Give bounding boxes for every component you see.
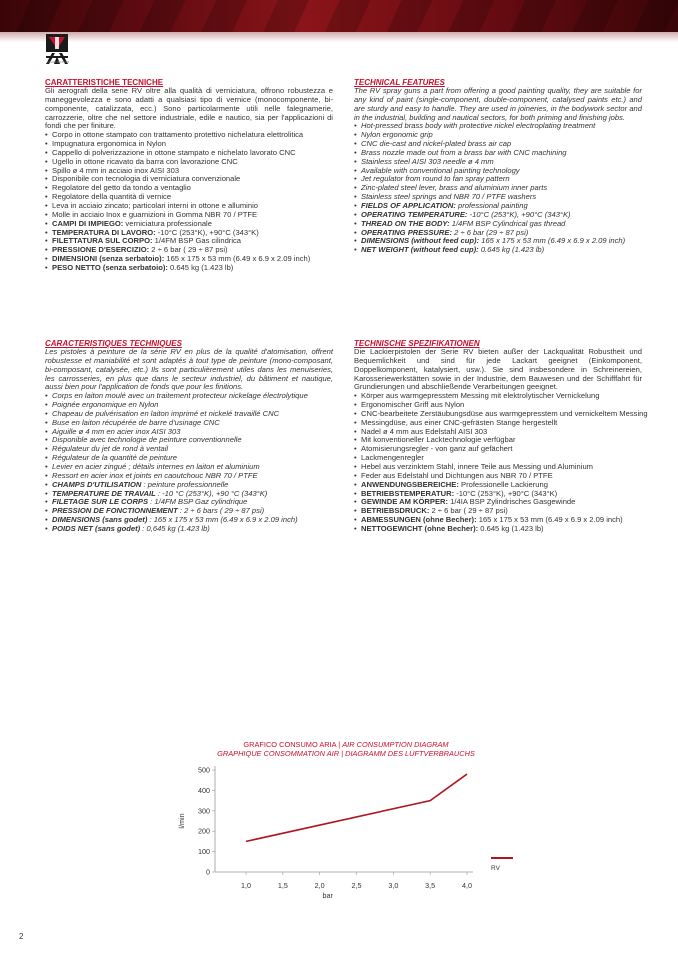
- list-item: • Leva in acciaio zincato; particolari interni in ottone e alluminio: [45, 202, 333, 211]
- list-item: • Stainless steel AISI 303 needle ø 4 mm: [354, 158, 642, 167]
- spec-label: PESO NETTO (senza serbatoio):: [52, 262, 168, 272]
- spec-label: OPERATING PRESSURE:: [361, 227, 452, 237]
- chart-title: [200, 740, 492, 749]
- feature-list: [45, 392, 333, 534]
- spec-label: CHAMPS D'UTILISATION: [52, 479, 142, 489]
- list-item: • Chapeau de pulvérisation en laiton imprimé et nickelé travaillé CNC: [45, 410, 333, 419]
- spec-label: PRESSIONE D'ESERCIZIO:: [52, 245, 150, 255]
- spec-value: 165 x 175 x 53 mm (6.49 x 6.9 x 2.09 inch): [476, 515, 623, 525]
- list-item: • Corps en laiton moulé avec un traitement protecteur nickelage électrolytique: [45, 392, 333, 401]
- spec-label: TEMPERATURE DE TRAVAIL: [52, 488, 156, 498]
- section-intro: Gli aerografi della serie RV oltre alla qualità di verniciatura, offrono robustezza e maneggevolezza e sono adatti a qualsiasi tipo di vernice (monocomponente, bi-componente, catalizzata, ecc.) Sono particolarmente utili nelle falegnamerie, carrozzerie, oltre che nel settore industriale, edile e nautico, sia per l'applicazioni di fondi che per finiture.: [45, 86, 333, 131]
- section-title: CARATTERISTICHE TECNICHE: [45, 78, 164, 87]
- spec-value: Professionelle Lackierung: [458, 479, 548, 489]
- list-item: • Ressort en acier inox et joints en caoutchouc NBR 70 / PTFE: [45, 472, 333, 481]
- x-tick-label: 2,0: [314, 881, 325, 890]
- y-tick-label: 500: [198, 765, 210, 775]
- list-item: • Spillo ø 4 mm in acciaio inox AISI 303: [45, 167, 333, 176]
- spec-value: 165 x 175 x 53 mm (6.49 x 6.9 x 2.09 inch): [479, 236, 626, 246]
- list-item: • Impugnatura ergonomica in Nylon: [45, 140, 333, 149]
- spec-label: FILETTATURA SUL CORPO:: [52, 236, 153, 246]
- list-item: • Buse en laiton récupérée de barre d'usinage CNC: [45, 419, 333, 428]
- x-axis-label: bar: [322, 891, 333, 900]
- list-item: • Disponibile con tecnologia di verniciatura convenzionale: [45, 175, 333, 184]
- legend-label: RV: [491, 865, 500, 872]
- brand-logo-subtitle: FLUID MOTION: [47, 60, 69, 64]
- spec-value: : 1/4FM BSP Gaz cylindrique: [148, 497, 248, 507]
- y-tick-label: 100: [198, 847, 210, 857]
- list-item: • Brass nozzle made out from a brass bar with CNC machining: [354, 149, 642, 158]
- list-item: • Messingdüse, aus einer CNC-gefrästen Stange hergestellt: [354, 419, 642, 428]
- spec-label: BETRIEBSDRUCK:: [361, 506, 430, 516]
- spec-value: 0.645 kg (1.423 lb): [478, 523, 544, 533]
- list-item: • Disponible avec technologie de peinture conventionnelle: [45, 436, 333, 445]
- list-item: • Zinc-plated steel lever, brass and aluminium inner parts: [354, 184, 642, 193]
- spec-item: [45, 264, 333, 273]
- spec-label: POIDS NET (sans godet): [52, 523, 141, 533]
- spec-value: -10°C (253°K), +90°C (343°K): [454, 488, 558, 498]
- spec-value: professional painting: [455, 200, 528, 210]
- list-item: • Molle in acciaio Inox e guarnizioni in Gomma NBR 70 / PTFE: [45, 211, 333, 220]
- list-item: • Ugello in ottone ricavato da barra con lavorazione CNC: [45, 158, 333, 167]
- list-item: • Regolatore del getto da tondo a ventaglio: [45, 184, 333, 193]
- list-item: • Stainless steel springs and NBR 70 / PTFE washers: [354, 193, 642, 202]
- list-item: • CNC-bearbeitete Zerstäubungsdüse aus warmgepresstem und vernickeltem Messing: [354, 410, 642, 419]
- list-item: • Hot-pressed brass body with protective nickel electroplating treatment: [354, 122, 642, 131]
- spec-value: : 165 x 175 x 53 mm (6.49 x 6.9 x 2.09 inch): [147, 515, 298, 525]
- section-french: [45, 339, 333, 534]
- spec-label: FIELDS OF APPLICATION:: [361, 200, 456, 210]
- spec-value: 2 ÷ 6 bar ( 29 ÷ 87 psi): [429, 506, 508, 516]
- series-line-rv: [246, 774, 467, 841]
- x-tick-label: 1,5: [277, 881, 288, 890]
- spec-value: 2 ÷ 6 bar (29 ÷ 87 psi): [452, 227, 529, 237]
- feature-list: [354, 122, 642, 255]
- list-item: • Atomisierungsregler - von ganz auf gefächert: [354, 445, 642, 454]
- spec-label: OPERATING TEMPERATURE:: [361, 209, 468, 219]
- spec-label: FILETAGE SUR LE CORPS: [52, 497, 149, 507]
- section-intro: The RV spray guns a part from offering a good painting quality, they are suitable for any kind of paint (single-component, double-component, catalysed paints etc.) and are sturdy and easy to handle. They are used in joineries, in the bodywork sector and in the industrial, building and nautical sectors, for both priming and finishing jobs.: [354, 86, 642, 122]
- list-item: • Regolatore della quantità di vernice: [45, 193, 333, 202]
- list-item: • Nylon ergonomic grip: [354, 131, 642, 140]
- list-item: • Levier en acier zingué ; détails internes en laiton et aluminium: [45, 463, 333, 472]
- y-tick-label: 0: [206, 867, 210, 877]
- section-title: TECHNICAL FEATURES: [354, 78, 445, 87]
- list-item: • Available with conventional painting technology: [354, 167, 642, 176]
- spec-item: [45, 525, 333, 534]
- section-intro: Les pistoles à peinture de la série RV en plus de la qualité d'atomisation, offrent robustesse et maniabilité et sont adaptés à tout type de peinture (mono-composant, bi-composant, catalysée, etc.) Ils sont particulièrement utiles dans les menuiseries, les carrosseries, en plus que dans le secteur industriel, du bâtiment et nautique, aussi bien pour l'application de fonds que pour les finitions.: [45, 347, 333, 392]
- spec-value: 1/4IA BSP Zylindrisches Gasgewinde: [448, 497, 576, 507]
- spec-label: CAMPI DI IMPIEGO:: [52, 218, 124, 228]
- spec-label: DIMENSIONS (without feed cup):: [361, 236, 480, 246]
- spec-label: ANWENDUNGSBEREICHE:: [361, 479, 459, 489]
- y-axis-label: l/min: [177, 813, 186, 829]
- spec-value: : 0,645 kg (1.423 lb): [140, 523, 210, 533]
- chart-subtitle: GRAPHIQUE CONSOMMATION AIR | DIAGRAMM DES LUFTVERBRAUCHS: [217, 749, 475, 758]
- x-tick-label: 3,0: [388, 881, 399, 890]
- spec-value: : -10 °C (253°K), +90 °C (343°K): [155, 488, 268, 498]
- list-item: • Corpo in ottone stampato con trattamento protettivo nichelatura elettrolitica: [45, 131, 333, 140]
- spec-label: DIMENSIONS (sans godet): [52, 515, 148, 525]
- page-number: 2: [19, 932, 24, 941]
- spec-value: 2 ÷ 6 bar ( 29 ÷ 87 psi): [149, 245, 228, 255]
- spec-value: -10°C (253°K), +90°C (343°K): [467, 209, 571, 219]
- list-item: • Aiguille ø 4 mm en acier inox AISI 303: [45, 428, 333, 437]
- y-tick-label: 200: [198, 826, 210, 836]
- list-item: • Poignée ergonomique en Nylon: [45, 401, 333, 410]
- spec-label: DIMENSIONI (senza serbatoio):: [52, 254, 165, 264]
- spec-label: ABMESSUNGEN (ohne Becher):: [361, 515, 477, 525]
- list-item: • Feder aus Edelstahl und Dichtungen aus NBR 70 / PTFE: [354, 472, 642, 481]
- section-title: CARACTERISTIQUES TECHNIQUES: [45, 339, 182, 348]
- spec-label: GEWINDE AM KÖRPER:: [361, 497, 449, 507]
- list-item: • Körper aus warmgepresstem Messing mit elektrolytischer Vernickelung: [354, 392, 642, 401]
- y-tick-label: 300: [198, 806, 210, 816]
- spec-label: THREAD ON THE BODY:: [361, 218, 450, 228]
- x-tick-label: 1,0: [241, 881, 251, 890]
- list-item: • Ergonomischer Griff aus Nylon: [354, 401, 642, 410]
- section-title: TECHNISCHE SPEZIFIKATIONEN: [354, 339, 480, 348]
- feature-list: [45, 131, 333, 273]
- list-item: • Hebel aus verzinktem Stahl, innere Teile aus Messing und Aluminium: [354, 463, 642, 472]
- section-italian: [45, 78, 333, 273]
- x-tick-label: 3,5: [425, 881, 436, 890]
- section-english: [354, 78, 642, 255]
- spec-item: [354, 525, 642, 534]
- list-item: • CNC die-cast and nickel-plated brass air cap: [354, 140, 642, 149]
- feature-list: [354, 391, 648, 534]
- spec-value: 0.645 kg (1.423 lb): [167, 262, 234, 272]
- list-item: • Jet regulator from round to fan spray pattern: [354, 175, 642, 184]
- chart-title-italian: GRAFICO CONSUMO ARIA |: [243, 740, 343, 749]
- spec-value: : peinture professionnelle: [141, 479, 229, 489]
- section-intro: Die Lackierpistolen der Serie RV bieten außer der Lackqualität Robustheit und Bequemlichkeit und sind für jede Lackart geeignet (Einkomponent, Doppelkomponent, katalysiert, usw.). Sie sind insbesondere in Schreinereien, Karosseriewerkstätten sowie in der Industrie, dem Bauwesen und der Schifffahrt für Grundierungen und abschließende Verarbeitungen geeignet.: [354, 347, 642, 392]
- spec-value: 1/4FM BSP Cylindrical gas thread: [449, 218, 566, 228]
- list-item: • Régulateur de la quantité de peinture: [45, 454, 333, 463]
- x-tick-label: 4,0: [462, 881, 472, 890]
- x-tick-label: 2,5: [351, 881, 362, 890]
- chart-title-english: AIR CONSUMPTION DIAGRAM: [342, 740, 449, 749]
- spec-label: TEMPERATURA DI LAVORO:: [52, 227, 156, 237]
- y-tick-label: 400: [198, 785, 210, 795]
- list-item: • Cappello di polverizzazione in ottone stampato e nichelato lavorato CNC: [45, 149, 333, 158]
- header-banner-pattern: [0, 0, 678, 32]
- section-german: [354, 339, 648, 534]
- list-item: • Lackmengenregler: [354, 454, 642, 463]
- spec-label: PRESSION DE FONCTIONNEMENT: [52, 506, 178, 516]
- spec-label: BETRIEBSTEMPERATUR:: [361, 488, 455, 498]
- spec-label: NET WEIGHT (without feed cup):: [361, 245, 479, 255]
- spec-value: -10°C (253°K), +90°C (343°K): [155, 227, 259, 237]
- spec-value: 0.645 kg (1.423 lb): [478, 245, 545, 255]
- list-item: • Régulateur du jet de rond à ventail: [45, 445, 333, 454]
- spec-value: verniciatura professionale: [123, 218, 212, 228]
- list-item: • Mit konventioneller Lacktechnologie verfügbar: [354, 436, 642, 445]
- spec-item: [354, 246, 642, 255]
- spec-value: 1/4FM BSP Gas cilindrica: [152, 236, 242, 246]
- spec-value: 165 x 175 x 53 mm (6.49 x 6.9 x 2.09 inch): [164, 254, 311, 264]
- spec-label: NETTOGEWICHT (ohne Becher):: [361, 523, 479, 533]
- header-banner-shadow: [0, 32, 678, 42]
- spec-value: : 2 ÷ 6 bars ( 29 ÷ 87 psi): [177, 506, 265, 516]
- legend-swatch: [491, 857, 513, 859]
- list-item: • Nadel ø 4 mm aus Edelstahl AISI 303: [354, 428, 642, 437]
